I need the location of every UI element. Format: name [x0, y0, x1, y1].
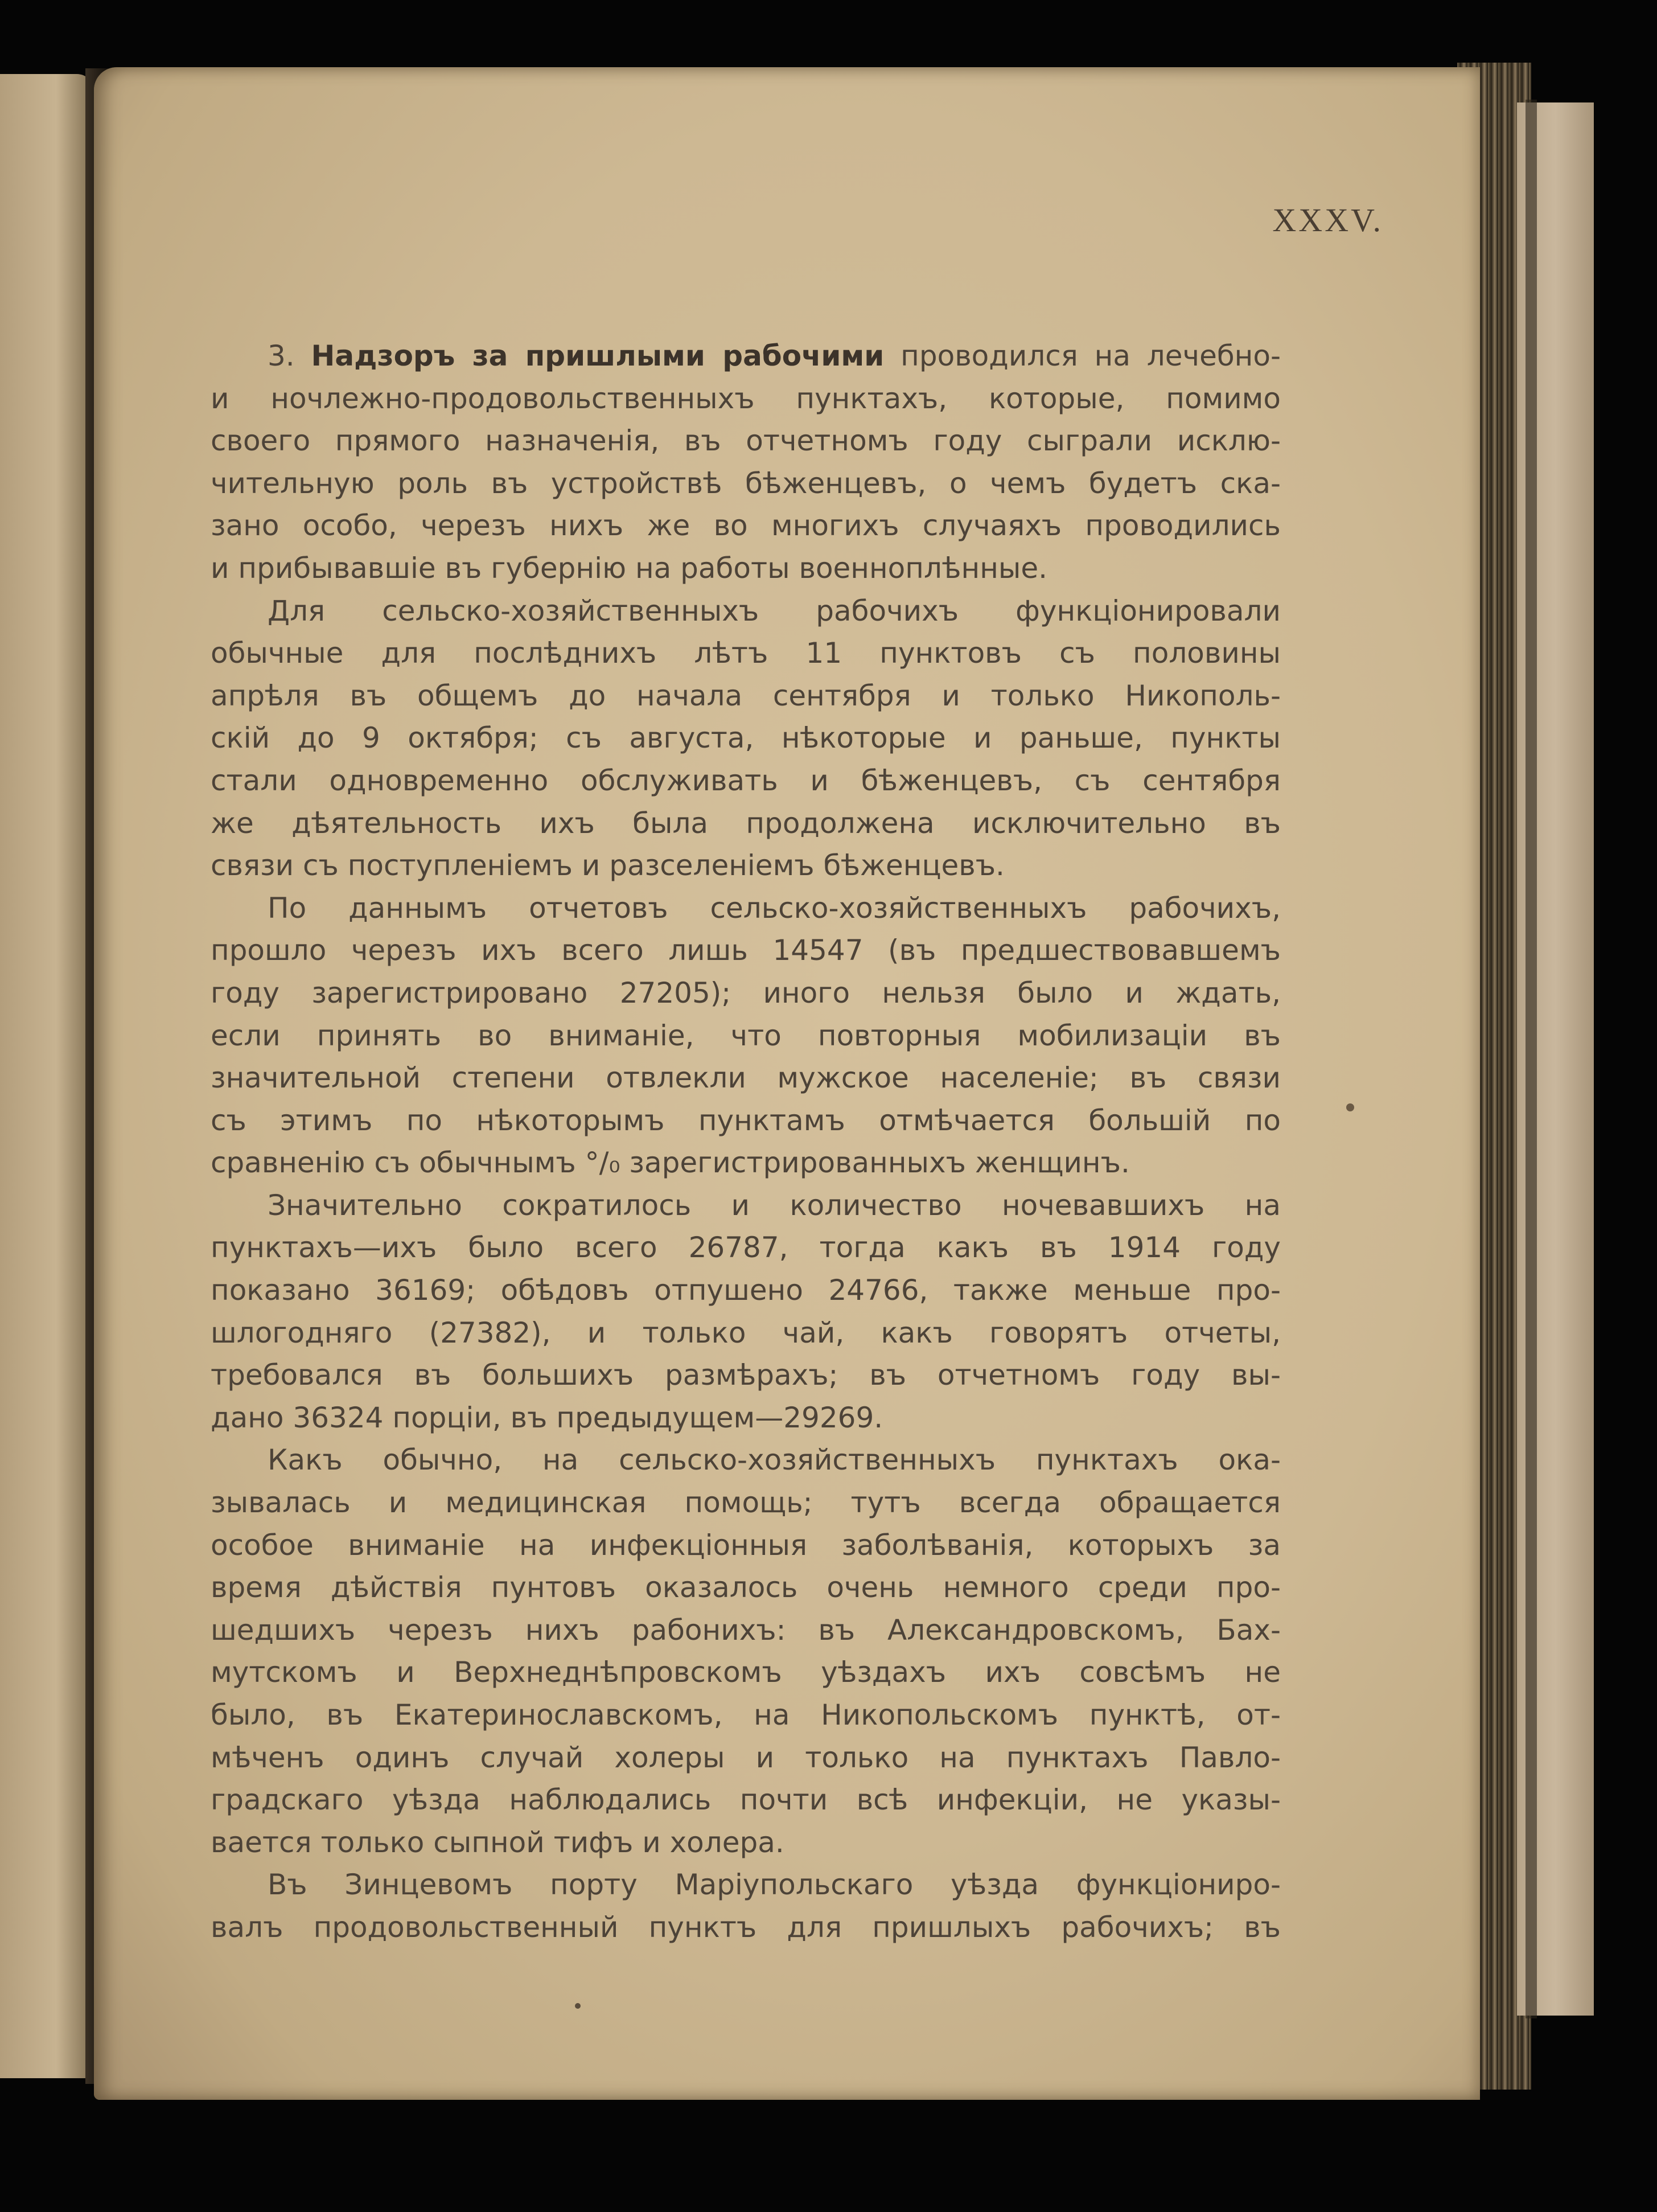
text-line: особое вниманіе на инфекціонныя заболѣванія, которыхъ за [211, 1528, 1281, 1562]
text-line: году зарегистрировано 27205); иного нельзя было и ждать, [211, 976, 1281, 1009]
text-line: Какъ обычно, на сельско-хозяйственныхъ пунктахъ ока- [268, 1443, 1281, 1477]
text-line: связи съ поступленіемъ и разселеніемъ бѣженцевъ. [211, 849, 1005, 883]
text-line: мутскомъ и Верхнеднѣпровскомъ уѣздахъ ихъ совсѣмъ не [211, 1656, 1281, 1689]
text-line: же дѣятельность ихъ была продолжена исключительно въ [211, 806, 1281, 840]
back-cover-shadow [1526, 100, 1537, 2018]
text-line: валъ продовольственный пунктъ для пришлыхъ рабочихъ; въ [211, 1910, 1281, 1944]
text-line: градскаго уѣзда наблюдались почти всѣ инфекціи, не указы- [211, 1783, 1281, 1817]
text-line: обычные для послѣднихъ лѣтъ 11 пунктовъ съ половины [211, 637, 1281, 670]
text-line: Для сельско-хозяйственныхъ рабочихъ функціонировали [268, 594, 1281, 627]
text-line: дано 36324 порціи, въ предыдущем—29269. [211, 1401, 883, 1434]
text-line: показано 36169; обѣдовъ отпушено 24766, также меньше про- [211, 1274, 1281, 1307]
text-line: и прибывавшіе въ губернію на работы военноплѣнные. [211, 551, 1048, 585]
text-line: скій до 9 октября; съ августа, нѣкоторые и раньше, пункты [211, 721, 1281, 755]
text-line: Въ Зинцевомъ порту Маріупольскаго уѣзда функціониро- [268, 1868, 1281, 1902]
print-speck [1346, 1103, 1354, 1111]
text-line: зано особо, черезъ нихъ же во многихъ случаяхъ проводились [211, 509, 1281, 543]
text-line: Значительно сократилось и количество ночевавшихъ на [268, 1188, 1281, 1222]
text-line: значительной степени отвлекли мужское населеніе; въ связи [211, 1061, 1281, 1095]
section-number: 3. [268, 339, 295, 372]
text-line: требовался въ большихъ размѣрахъ; въ отчетномъ году вы- [211, 1359, 1281, 1392]
text-line: По даннымъ отчетовъ сельско-хозяйственныхъ рабочихъ, [268, 891, 1281, 925]
text-line: шлогодняго (27382), и только чай, какъ говорятъ отчеты, [211, 1316, 1281, 1349]
text-line: прошло черезъ ихъ всего лишь 14547 (въ предшествовавшемъ [211, 934, 1281, 967]
page-number: XXXV. [1272, 202, 1383, 239]
text-line: съ этимъ по нѣкоторымъ пунктамъ отмѣчается большій по [211, 1103, 1281, 1137]
text-line: стали одновременно обслуживать и бѣженцевъ, съ сентября [211, 764, 1281, 797]
text-line: 3. Надзоръ за пришлыми рабочими проводился на лечебно- [268, 339, 1281, 372]
text-line: если принять во вниманіе, что повторныя мобилизаціи въ [211, 1019, 1281, 1052]
text-line: чительную роль въ устройствѣ бѣженцевъ, о чемъ будетъ ска- [211, 466, 1281, 500]
text-line: апрѣля въ общемъ до начала сентября и только Никополь- [211, 679, 1281, 712]
text-line: было, въ Екатеринославскомъ, на Никопольскомъ пунктѣ, от- [211, 1698, 1281, 1731]
book-page [94, 67, 1480, 2100]
text-line: зывалась и медицинская помощь; тутъ всегда обращается [211, 1486, 1281, 1520]
text-line: время дѣйствія пунтовъ оказалось очень немного среди про- [211, 1571, 1281, 1604]
text-line: и ночлежно-продовольственныхъ пунктахъ, которые, помимо [211, 381, 1281, 415]
text-line: сравненію съ обычнымъ °/₀ зарегистрированныхъ женщинъ. [211, 1146, 1130, 1180]
page-text [211, 335, 1281, 1949]
text-line: пунктахъ—ихъ было всего 26787, тогда какъ въ 1914 году [211, 1231, 1281, 1265]
text-line: мѣченъ одинъ случай холеры и только на пунктахъ Павло- [211, 1741, 1281, 1774]
text-line: вается только сыпной тифъ и холера. [211, 1825, 784, 1859]
text-line: шедшихъ черезъ нихъ рабонихъ: въ Александровскомъ, Бах- [211, 1613, 1281, 1647]
print-speck [575, 2003, 581, 2009]
section-heading: Надзоръ за пришлыми рабочими [311, 339, 885, 372]
left-facing-page-edge [0, 74, 94, 2078]
text-line: своего прямого назначенія, въ отчетномъ году сыграли исклю- [211, 424, 1281, 458]
